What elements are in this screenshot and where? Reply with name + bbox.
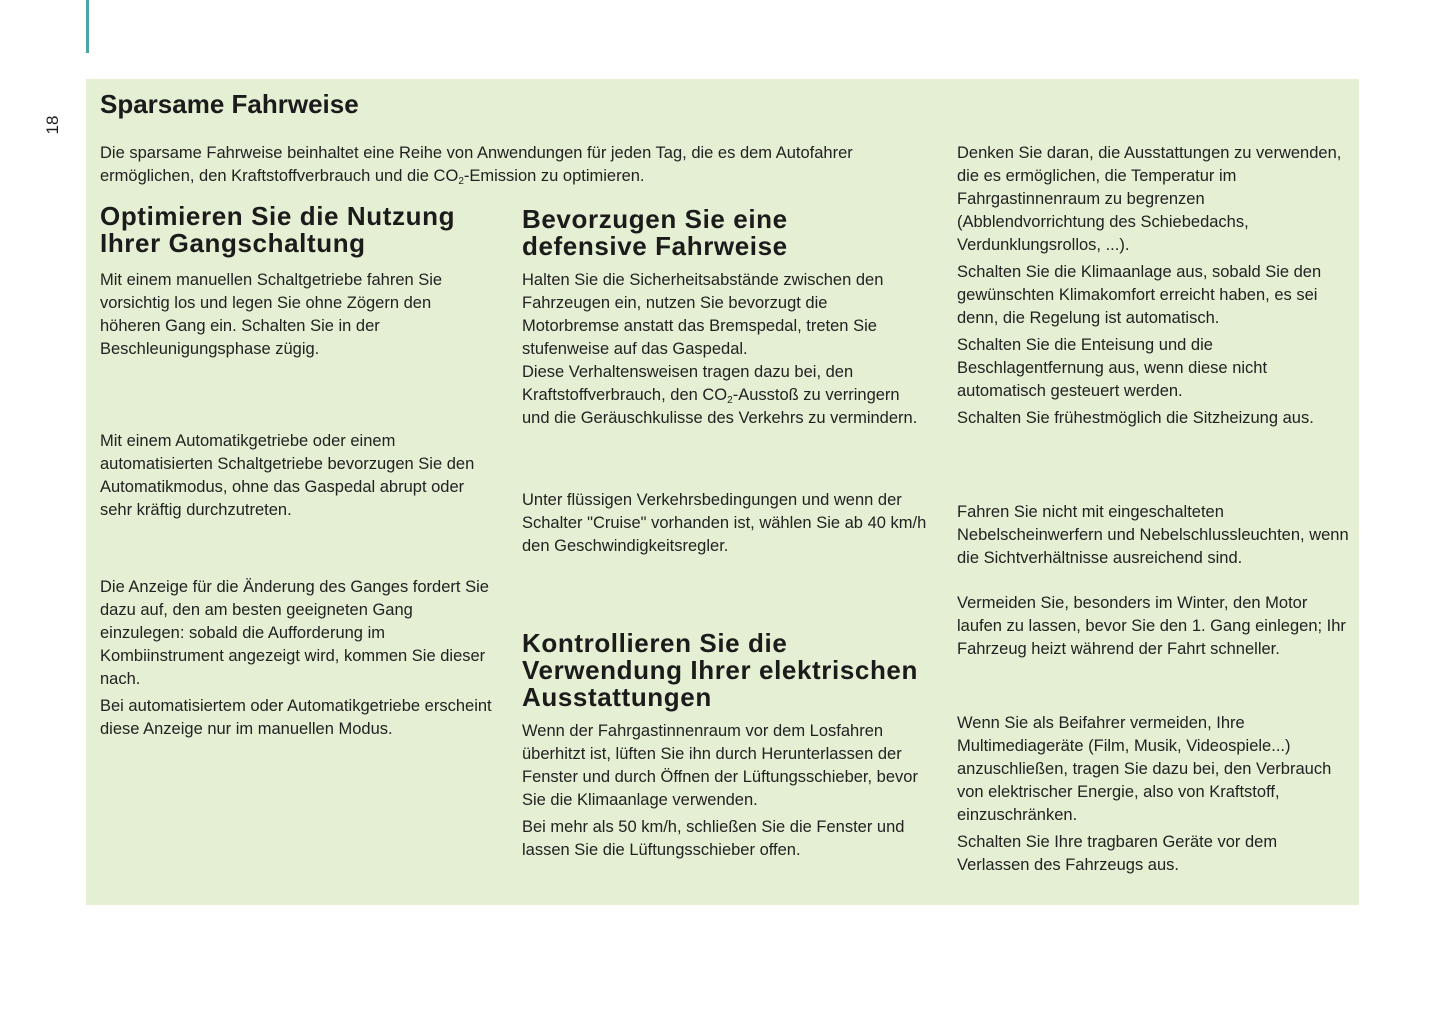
col2-paragraph-2 xyxy=(522,361,926,430)
page-title: Sparsame Fahrweise xyxy=(100,89,359,119)
col2-paragraph-5: Bei mehr als 50 km/h, schließen Sie die Fenster und lassen Sie die Lüftungsschieber offen. xyxy=(522,818,905,859)
col3-paragraph-5: Fahren Sie nicht mit eingeschalteten Nebelscheinwerfern und Nebelschlussleuchten, wenn die Sichtverhältnisse ausreichend sind. xyxy=(957,503,1349,567)
col2-paragraph-3: Unter flüssigen Verkehrsbedingungen und wenn der Schalter "Cruise" vorhanden ist, wählen Sie ab 40 km/h den Geschwindigkeitsregler. xyxy=(522,491,927,555)
col2-p2-after: -Ausstoß zu verringern und die Geräuschkulisse des Verkehrs zu vermindern. xyxy=(522,386,918,427)
col3-paragraph-6: Vermeiden Sie, besonders im Winter, den Motor laufen zu lassen, bevor Sie den 1. Gang einlegen; Ihr Fahrzeug heizt während der Fahrt schneller. xyxy=(957,594,1346,658)
intro-paragraph xyxy=(100,142,860,192)
page-number: 18 xyxy=(43,115,62,135)
col2-paragraph-4: Wenn der Fahrgastinnenraum vor dem Losfahren überhitzt ist, lüften Sie ihn durch Herunterlassen der Fenster und durch Öffnen der Lüftungsschieber, bevor Sie die Klimaanlage verwenden. xyxy=(522,722,918,809)
heading-defensive-fahrweise: Bevorzugen Sie eine defensive Fahrweise xyxy=(522,204,788,261)
col1-paragraph-2: Mit einem Automatikgetriebe oder einem automatisierten Schaltgetriebe bevorzugen Sie den Automatikmodus, ohne das Gaspedal abrupt oder sehr kräftig durchzutreten. xyxy=(100,432,475,519)
col3-block-2 xyxy=(957,501,1349,574)
accent-bar xyxy=(86,0,89,53)
intro-text-before: Die sparsame Fahrweise beinhaltet eine Reihe von Anwendungen für jeden Tag, die es dem Autofahrer ermöglichen, den Kraftstoffverbrauch und die CO xyxy=(100,144,853,185)
col3-block-3 xyxy=(957,592,1349,665)
col2-block-2 xyxy=(522,489,930,562)
col1-block-2 xyxy=(100,430,492,526)
col1-paragraph-4: Bei automatisiertem oder Automatikgetriebe erscheint diese Anzeige nur im manuellen Modus. xyxy=(100,697,492,738)
col2-paragraph-1: Halten Sie die Sicherheitsabstände zwischen den Fahrzeugen ein, nutzen Sie bevorzugt die Motorbremse anstatt das Bremspedal, treten Sie stufenweise auf das Gaspedal. xyxy=(522,271,884,358)
col1-block-3 xyxy=(100,576,492,745)
intro-text-after: -Emission zu optimieren. xyxy=(463,167,645,185)
col3-paragraph-7: Wenn Sie als Beifahrer vermeiden, Ihre Multimediageräte (Film, Musik, Videospiele...) anzuschließen, tragen Sie dazu bei, den Verbrauch von elektrischer Energie, also von Kraftstoff, einzuschränken. xyxy=(957,714,1332,824)
col3-paragraph-3: Schalten Sie die Enteisung und die Beschlagentfernung aus, wenn diese nicht automatisch gesteuert werden. xyxy=(957,336,1268,400)
col2-co2-subscript: 2 xyxy=(727,395,733,406)
col2-p2-before: Diese Verhaltensweisen tragen dazu bei, den Kraftstoffverbrauch, den CO xyxy=(522,363,854,404)
content-panel xyxy=(86,79,1359,905)
heading-elektrische-ausstattungen: Kontrollieren Sie die Verwendung Ihrer elektrischen Ausstattungen xyxy=(522,628,918,712)
col3-paragraph-8: Schalten Sie Ihre tragbaren Geräte vor dem Verlassen des Fahrzeugs aus. xyxy=(957,833,1278,874)
col1-paragraph-3: Die Anzeige für die Änderung des Ganges fordert Sie dazu auf, den am besten geeigneten Gang einzulegen: sobald die Aufforderung im Kombiinstrument angezeigt wird, kommen Sie dieser nach. xyxy=(100,578,489,688)
intro-co2-subscript: 2 xyxy=(458,176,464,187)
col1-block-1 xyxy=(100,269,492,365)
col2-block-3 xyxy=(522,720,922,866)
col2-block-1 xyxy=(522,269,926,434)
col1-paragraph-1: Mit einem manuellen Schaltgetriebe fahren Sie vorsichtig los und legen Sie ohne Zögern den höheren Gang ein. Schalten Sie in der Beschleunigungsphase zügig. xyxy=(100,271,443,358)
col3-paragraph-4: Schalten Sie frühestmöglich die Sitzheizung aus. xyxy=(957,409,1314,427)
col3-block-4 xyxy=(957,712,1349,881)
col3-block-1 xyxy=(957,142,1352,434)
heading-gangschaltung: Optimieren Sie die Nutzung Ihrer Gangschaltung xyxy=(100,201,456,258)
col3-paragraph-2: Schalten Sie die Klimaanlage aus, sobald Sie den gewünschten Klimakomfort erreicht haben, es sei denn, die Regelung ist automatisch. xyxy=(957,263,1322,327)
col3-paragraph-1: Denken Sie daran, die Ausstattungen zu verwenden, die es ermöglichen, die Temperatur im Fahrgastinnenraum zu begrenzen (Abblendvorrichtung des Schiebedachs, Verdunklungsrollos, ...). xyxy=(957,144,1342,254)
